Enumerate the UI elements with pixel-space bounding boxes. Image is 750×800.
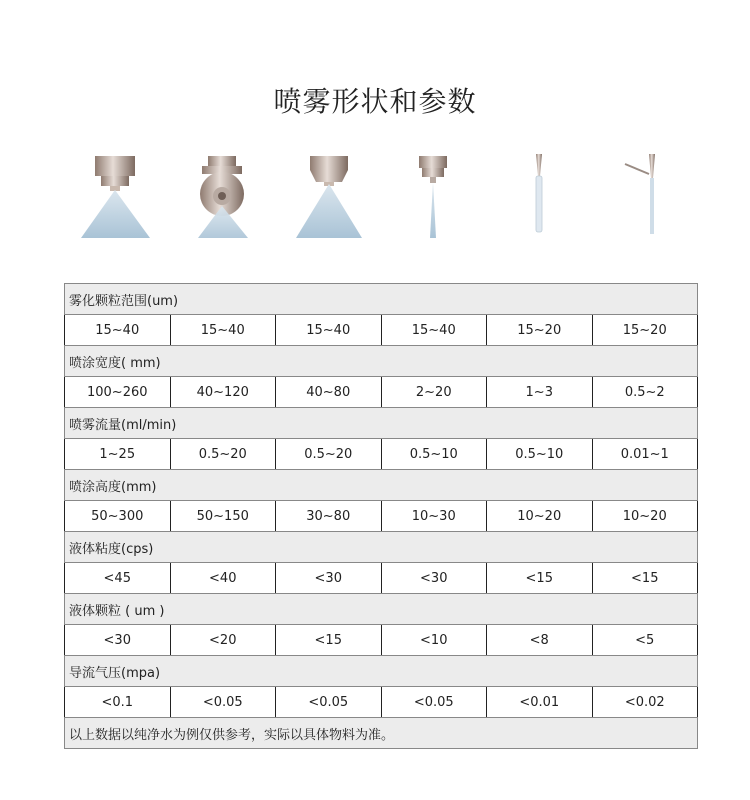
table-row — [65, 687, 698, 718]
table-cell: <45 — [64, 563, 171, 593]
table-cell: 10~20 — [593, 501, 699, 531]
table-cell: 40~80 — [276, 377, 382, 407]
table-cell: <0.02 — [593, 687, 699, 717]
table-cell: 40~120 — [171, 377, 277, 407]
needle-fine-jet-nozzle-icon — [487, 150, 592, 245]
table-cell: 1~3 — [487, 377, 593, 407]
row-header-liquid-particle: 液体颗粒 ( um ) — [65, 594, 698, 625]
table-cell: 0.5~10 — [382, 439, 488, 469]
table-cell: <15 — [276, 625, 382, 655]
table-cell: <20 — [171, 625, 277, 655]
table-cell: <15 — [593, 563, 699, 593]
table-cell: 100~260 — [64, 377, 171, 407]
table-footnote: 以上数据以纯净水为例仅供参考，实际以具体物料为准。 — [65, 718, 698, 749]
nozzle-illustrations — [64, 150, 698, 245]
table-cell: <0.05 — [382, 687, 488, 717]
table-cell: <5 — [593, 625, 699, 655]
row-header-spray-width: 喷涂宽度( mm) — [65, 346, 698, 377]
table-cell: 10~30 — [382, 501, 488, 531]
table-cell: <30 — [276, 563, 382, 593]
table-row — [65, 563, 698, 594]
needle-side-air-nozzle-icon — [593, 150, 698, 245]
round-body-cone-spray-nozzle-icon — [170, 150, 275, 245]
table-cell: <30 — [64, 625, 171, 655]
table-cell: 30~80 — [276, 501, 382, 531]
table-cell: 0.5~10 — [487, 439, 593, 469]
wide-flat-spray-nozzle-icon — [64, 150, 169, 245]
nozzle-illustration-5 — [487, 150, 593, 245]
table-cell: 15~40 — [276, 315, 382, 345]
table-cell: 15~40 — [382, 315, 488, 345]
spec-table — [64, 283, 698, 749]
row-header-spray-flow: 喷雾流量(ml/min) — [65, 408, 698, 439]
table-cell: <0.05 — [171, 687, 277, 717]
row-header-liquid-viscosity: 液体粘度(cps) — [65, 532, 698, 563]
table-cell: 15~20 — [487, 315, 593, 345]
table-cell: 15~40 — [64, 315, 171, 345]
table-cell: 50~150 — [171, 501, 277, 531]
nozzle-illustration-3 — [275, 150, 381, 245]
table-cell: <0.01 — [487, 687, 593, 717]
table-cell: <8 — [487, 625, 593, 655]
table-row — [65, 439, 698, 470]
row-header-spray-height: 喷涂高度(mm) — [65, 470, 698, 501]
table-cell: 2~20 — [382, 377, 488, 407]
table-cell: 1~25 — [64, 439, 171, 469]
nozzle-illustration-1 — [64, 150, 170, 245]
nozzle-illustration-4 — [381, 150, 487, 245]
table-cell: 50~300 — [64, 501, 171, 531]
table-cell: <40 — [171, 563, 277, 593]
table-row — [65, 625, 698, 656]
table-row — [65, 501, 698, 532]
table-cell: 0.01~1 — [593, 439, 699, 469]
table-cell: <15 — [487, 563, 593, 593]
wide-cone-spray-nozzle-icon — [276, 150, 381, 245]
table-cell: <10 — [382, 625, 488, 655]
table-cell: 0.5~2 — [593, 377, 699, 407]
table-cell: <0.05 — [276, 687, 382, 717]
row-header-atomized-particle-range: 雾化颗粒范围(um) — [65, 284, 698, 315]
table-cell: 15~40 — [171, 315, 277, 345]
nozzle-illustration-6 — [592, 150, 698, 245]
table-cell: <0.1 — [64, 687, 171, 717]
table-cell: <30 — [382, 563, 488, 593]
table-cell: 10~20 — [487, 501, 593, 531]
row-header-guide-air-pressure: 导流气压(mpa) — [65, 656, 698, 687]
table-row — [65, 377, 698, 408]
narrow-jet-nozzle-icon — [381, 150, 486, 245]
table-cell: 15~20 — [593, 315, 699, 345]
nozzle-illustration-2 — [170, 150, 276, 245]
table-cell: 0.5~20 — [171, 439, 277, 469]
table-row — [65, 315, 698, 346]
page-title: 喷雾形状和参数 — [273, 85, 477, 118]
table-cell: 0.5~20 — [276, 439, 382, 469]
